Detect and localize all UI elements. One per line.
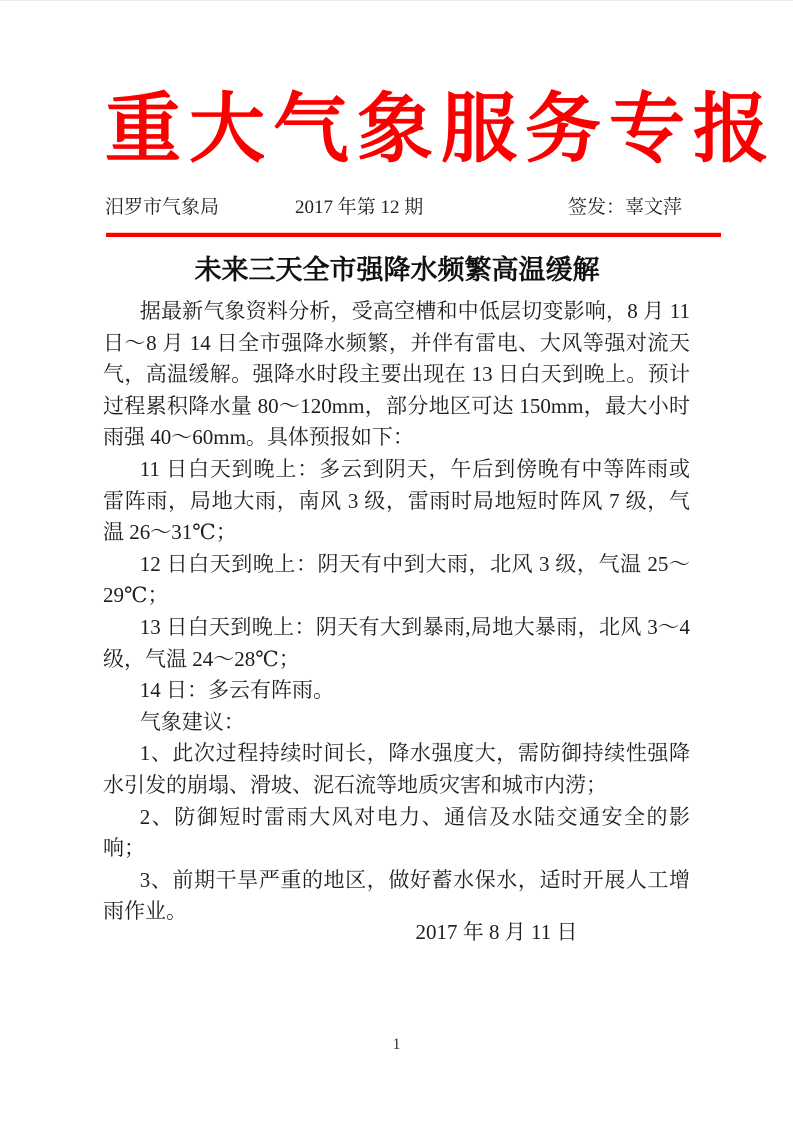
body-paragraph: 11 日白天到晚上：多云到阴天，午后到傍晚有中等阵雨或雷阵雨，局地大雨，南风 3 级，雷雨时局地短时阵风 7 级，气温 26～31℃； bbox=[103, 456, 690, 545]
body-paragraph: 据最新气象资料分析，受高空槽和中低层切变影响，8 月 11 日～8 月 14 日全市强降水频繁，并伴有雷电、大风等强对流天气，高温缓解。强降水时段主要出现在 13 日白天到晚上。预计过程累积降水量 80～120mm，部分地区可达 150mm，最大小时雨强 40～60mm。具体预报如下： bbox=[103, 299, 690, 450]
masthead-title: 重大气象服务专报 bbox=[105, 84, 777, 173]
body-paragraph: 14 日：多云有阵雨。 bbox=[139, 678, 334, 703]
signer-name: 签发：辜文萍 bbox=[568, 197, 683, 218]
body-paragraph: 2、防御短时雷雨大风对电力、通信及水陆交通安全的影响； bbox=[103, 804, 690, 861]
issue-number: 2017 年第 12 期 bbox=[295, 197, 424, 218]
article-body bbox=[103, 296, 690, 928]
red-divider-rule bbox=[106, 232, 721, 237]
body-paragraph: 12 日白天到晚上：阴天有中到大雨，北风 3 级，气温 25～29℃； bbox=[103, 551, 690, 608]
page-number: 1 bbox=[392, 1036, 401, 1053]
body-paragraph: 3、前期干旱严重的地区，做好蓄水保水，适时开展人工增雨作业。 bbox=[103, 867, 690, 924]
date-line: 2017 年 8 月 11 日 bbox=[415, 920, 578, 944]
issuing-agency: 汨罗市气象局 bbox=[105, 197, 220, 218]
article-title: 未来三天全市强降水频繁高温缓解 bbox=[194, 255, 600, 285]
issue-header bbox=[105, 195, 723, 221]
body-paragraph: 13 日白天到晚上：阴天有大到暴雨,局地大暴雨，北风 3～4 级，气温 24～28℃； bbox=[103, 614, 690, 671]
body-paragraph: 气象建议： bbox=[139, 709, 245, 734]
body-paragraph: 1、此次过程持续时间长，降水强度大，需防御持续性强降水引发的崩塌、滑坡、泥石流等地质灾害和城市内涝； bbox=[103, 741, 690, 797]
